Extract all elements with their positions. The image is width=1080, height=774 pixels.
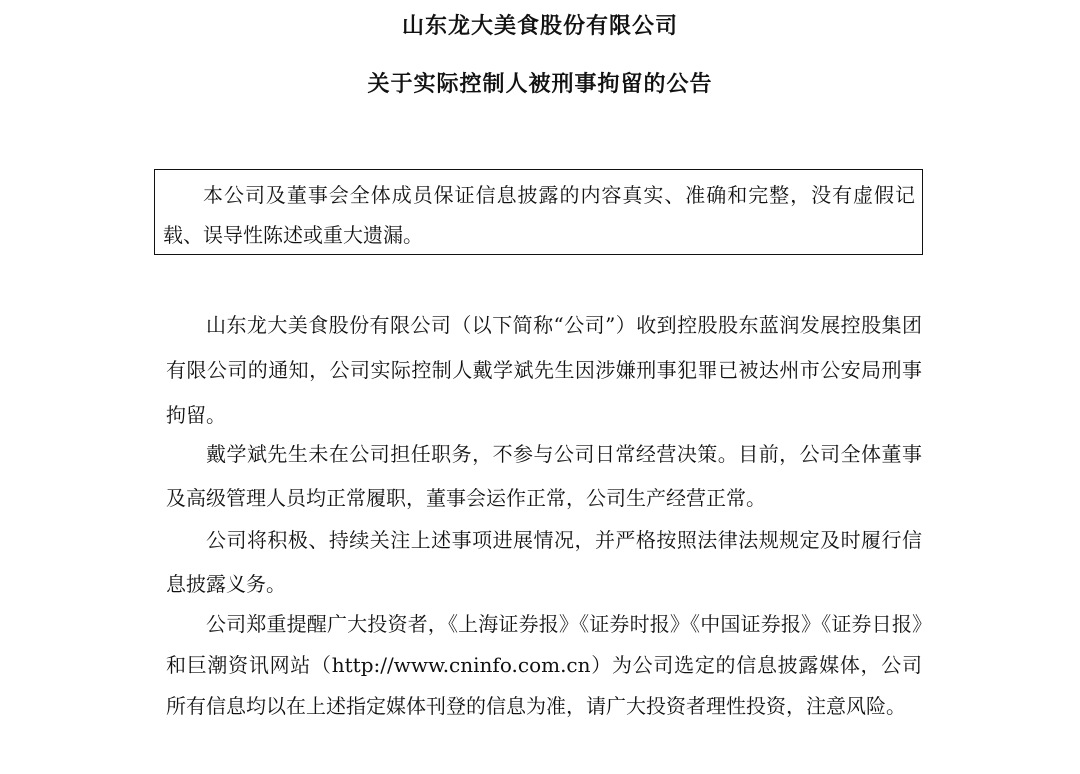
company-title: 山东龙大美食股份有限公司 (401, 13, 678, 39)
board-statement-text: 本公司及董事会全体成员保证信息披露的内容真实、准确和完整，没有虚假记载、误导性陈述或重大遗漏。 (163, 183, 915, 247)
paragraph-disclosure: 公司将积极、持续关注上述事项进展情况，并严格按照法律法规规定及时履行信息披露义务。 (166, 528, 922, 596)
announcement-title: 关于实际控制人被刑事拘留的公告 (367, 71, 713, 97)
paragraph-investor-reminder: 公司郑重提醒广大投资者，《上海证券报》《证券时报》《中国证券报》《证券日报》和巨潮资讯网站（http://www.cninfo.com.cn）为公司选定的信息披露媒体，公司所有信息均以在上述指定媒体刊登的信息为准，请广大投资者理性投资，注意风险。 (166, 612, 922, 718)
paragraph-operations: 戴学斌先生未在公司担任职务，不参与公司日常经营决策。目前，公司全体董事及高级管理人员均正常履职，董事会运作正常，公司生产经营正常。 (166, 442, 922, 510)
board-statement-box (154, 169, 923, 255)
paragraph-notification: 山东龙大美食股份有限公司（以下简称“公司”）收到控股股东蓝润发展控股集团有限公司的通知，公司实际控制人戴学斌先生因涉嫌刑事犯罪已被达州市公安局刑事拘留。 (166, 313, 922, 427)
